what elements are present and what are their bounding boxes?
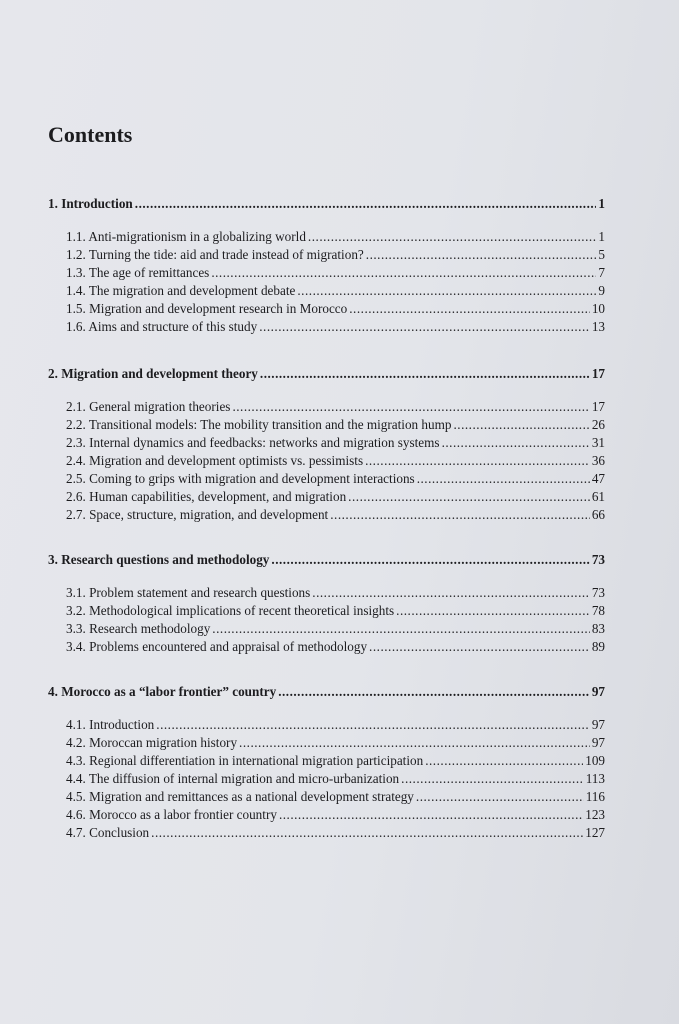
dot-leader bbox=[239, 734, 590, 752]
section-title: 1.5. Migration and development research in Morocco bbox=[66, 301, 348, 316]
section-title: 4.2. Moroccan migration history bbox=[66, 735, 238, 750]
dot-leader bbox=[151, 824, 583, 842]
page-number: 97 bbox=[591, 717, 605, 732]
section-title: 1.1. Anti-migrationism in a globalizing world bbox=[66, 229, 306, 244]
page-number: 10 bbox=[591, 301, 605, 316]
page-title: Contents bbox=[48, 122, 133, 147]
section-title: 3.4. Problems encountered and appraisal of methodology bbox=[66, 639, 368, 654]
dot-leader bbox=[212, 620, 590, 638]
dot-leader bbox=[348, 488, 590, 506]
page-number: 26 bbox=[591, 417, 605, 432]
section-title: 4.1. Introduction bbox=[66, 717, 155, 732]
dot-leader bbox=[349, 300, 590, 318]
dot-leader bbox=[442, 434, 590, 452]
dot-leader bbox=[278, 682, 590, 702]
dot-leader bbox=[308, 228, 596, 246]
section-title: 2.1. General migration theories bbox=[66, 399, 231, 414]
toc-section-entry[interactable] bbox=[48, 470, 605, 488]
section-title: 4.4. The diffusion of internal migration and micro-urbanization bbox=[66, 771, 400, 786]
page-number: 13 bbox=[591, 319, 605, 334]
toc-section-entry[interactable] bbox=[48, 452, 605, 470]
dot-leader bbox=[425, 752, 583, 770]
dot-leader bbox=[369, 638, 590, 656]
section-title: 1.2. Turning the tide: aid and trade instead of migration? bbox=[66, 247, 364, 262]
page-number: 7 bbox=[598, 265, 605, 280]
section-title: 2.2. Transitional models: The mobility transition and the migration hump bbox=[66, 417, 452, 432]
toc-chapter-entry[interactable] bbox=[48, 364, 605, 384]
toc-section-entry[interactable] bbox=[48, 300, 605, 318]
section-title: 2.7. Space, structure, migration, and development bbox=[66, 507, 329, 522]
dot-leader bbox=[259, 318, 590, 336]
toc-section-entry[interactable] bbox=[48, 228, 605, 246]
dot-leader bbox=[279, 806, 583, 824]
section-title: 3.1. Problem statement and research questions bbox=[66, 585, 311, 600]
dot-leader bbox=[453, 416, 589, 434]
section-title: 2.5. Coming to grips with migration and development interactions bbox=[66, 471, 415, 486]
toc-section-entry[interactable] bbox=[48, 434, 605, 452]
section-title: 4.6. Morocco as a labor frontier country bbox=[66, 807, 277, 822]
page-number: 127 bbox=[585, 825, 605, 840]
section-title: 1.6. Aims and structure of this study bbox=[66, 319, 258, 334]
dot-leader bbox=[297, 282, 596, 300]
toc-section-entry[interactable] bbox=[48, 716, 605, 734]
toc-section-entry[interactable] bbox=[48, 770, 605, 788]
dot-leader bbox=[156, 716, 590, 734]
toc-section-entry[interactable] bbox=[48, 638, 605, 656]
page-number: 73 bbox=[591, 552, 605, 567]
page-number: 9 bbox=[598, 283, 605, 298]
page-number: 97 bbox=[591, 684, 605, 699]
chapter-title: 2. Migration and development theory bbox=[48, 366, 258, 381]
dot-leader bbox=[401, 770, 584, 788]
chapter-title: 3. Research questions and methodology bbox=[48, 552, 270, 567]
section-title: 1.4. The migration and development debate bbox=[66, 283, 296, 298]
page-number: 1 bbox=[598, 229, 605, 244]
toc-section-entry[interactable] bbox=[48, 734, 605, 752]
dot-leader bbox=[260, 364, 590, 384]
section-title: 4.7. Conclusion bbox=[66, 825, 150, 840]
page-number: 17 bbox=[591, 399, 605, 414]
toc-section-entry[interactable] bbox=[48, 788, 605, 806]
toc-chapter-entry[interactable] bbox=[48, 682, 605, 702]
dot-leader bbox=[211, 264, 596, 282]
toc-section-entry[interactable] bbox=[48, 602, 605, 620]
page-number: 123 bbox=[585, 807, 605, 822]
section-title: 1.3. The age of remittances bbox=[66, 265, 210, 280]
page-number: 73 bbox=[591, 585, 605, 600]
toc-chapter-1 bbox=[48, 194, 605, 336]
dot-leader bbox=[366, 246, 597, 264]
chapter-title: 4. Morocco as a “labor frontier” country bbox=[48, 684, 277, 699]
page-number: 66 bbox=[591, 507, 605, 522]
page-number: 61 bbox=[591, 489, 605, 504]
page-number: 31 bbox=[591, 435, 605, 450]
section-title: 4.3. Regional differentiation in international migration participation bbox=[66, 753, 424, 768]
page-number: 17 bbox=[591, 366, 605, 381]
page-number: 109 bbox=[585, 753, 605, 768]
toc-chapter-entry[interactable] bbox=[48, 550, 605, 570]
page-number: 47 bbox=[591, 471, 605, 486]
dot-leader bbox=[365, 452, 590, 470]
dot-leader bbox=[417, 470, 590, 488]
toc-chapter-4 bbox=[48, 682, 605, 842]
section-title: 2.4. Migration and development optimists vs. pessimists bbox=[66, 453, 364, 468]
page-number: 5 bbox=[598, 247, 605, 262]
page-number: 36 bbox=[591, 453, 605, 468]
chapter-title: 1. Introduction bbox=[48, 196, 133, 211]
dot-leader bbox=[416, 788, 584, 806]
page-number: 116 bbox=[585, 789, 605, 804]
toc-section-entry[interactable] bbox=[48, 584, 605, 602]
toc-section-entry[interactable] bbox=[48, 246, 605, 264]
dot-leader bbox=[312, 584, 590, 602]
section-title: 2.3. Internal dynamics and feedbacks: networks and migration systems bbox=[66, 435, 440, 450]
dot-leader bbox=[330, 506, 590, 524]
toc-chapter-entry[interactable] bbox=[48, 194, 605, 214]
page-number: 83 bbox=[591, 621, 605, 636]
section-title: 3.3. Research methodology bbox=[66, 621, 211, 636]
section-title: 3.2. Methodological implications of recent theoretical insights bbox=[66, 603, 395, 618]
section-title: 2.6. Human capabilities, development, and migration bbox=[66, 489, 347, 504]
toc-section-entry[interactable] bbox=[48, 806, 605, 824]
toc-section-entry[interactable] bbox=[48, 506, 605, 524]
page-number: 78 bbox=[591, 603, 605, 618]
page-number: 1 bbox=[598, 196, 605, 211]
toc-section-entry[interactable] bbox=[48, 318, 605, 336]
page-number: 89 bbox=[591, 639, 605, 654]
toc-section-entry[interactable] bbox=[48, 824, 605, 842]
page-number: 113 bbox=[585, 771, 605, 786]
toc-section-entry[interactable] bbox=[48, 752, 605, 770]
page-number: 97 bbox=[591, 735, 605, 750]
toc-chapter-3 bbox=[48, 550, 605, 656]
toc-section-entry[interactable] bbox=[48, 282, 605, 300]
dot-leader bbox=[271, 550, 589, 570]
toc-section-entry[interactable] bbox=[48, 620, 605, 638]
dot-leader bbox=[232, 398, 589, 416]
toc-section-entry[interactable] bbox=[48, 416, 605, 434]
toc-section-entry[interactable] bbox=[48, 398, 605, 416]
toc-section-entry[interactable] bbox=[48, 264, 605, 282]
dot-leader bbox=[396, 602, 590, 620]
toc-section-entry[interactable] bbox=[48, 488, 605, 506]
section-title: 4.5. Migration and remittances as a national development strategy bbox=[66, 789, 414, 804]
toc-chapter-2 bbox=[48, 364, 605, 524]
dot-leader bbox=[135, 194, 597, 214]
